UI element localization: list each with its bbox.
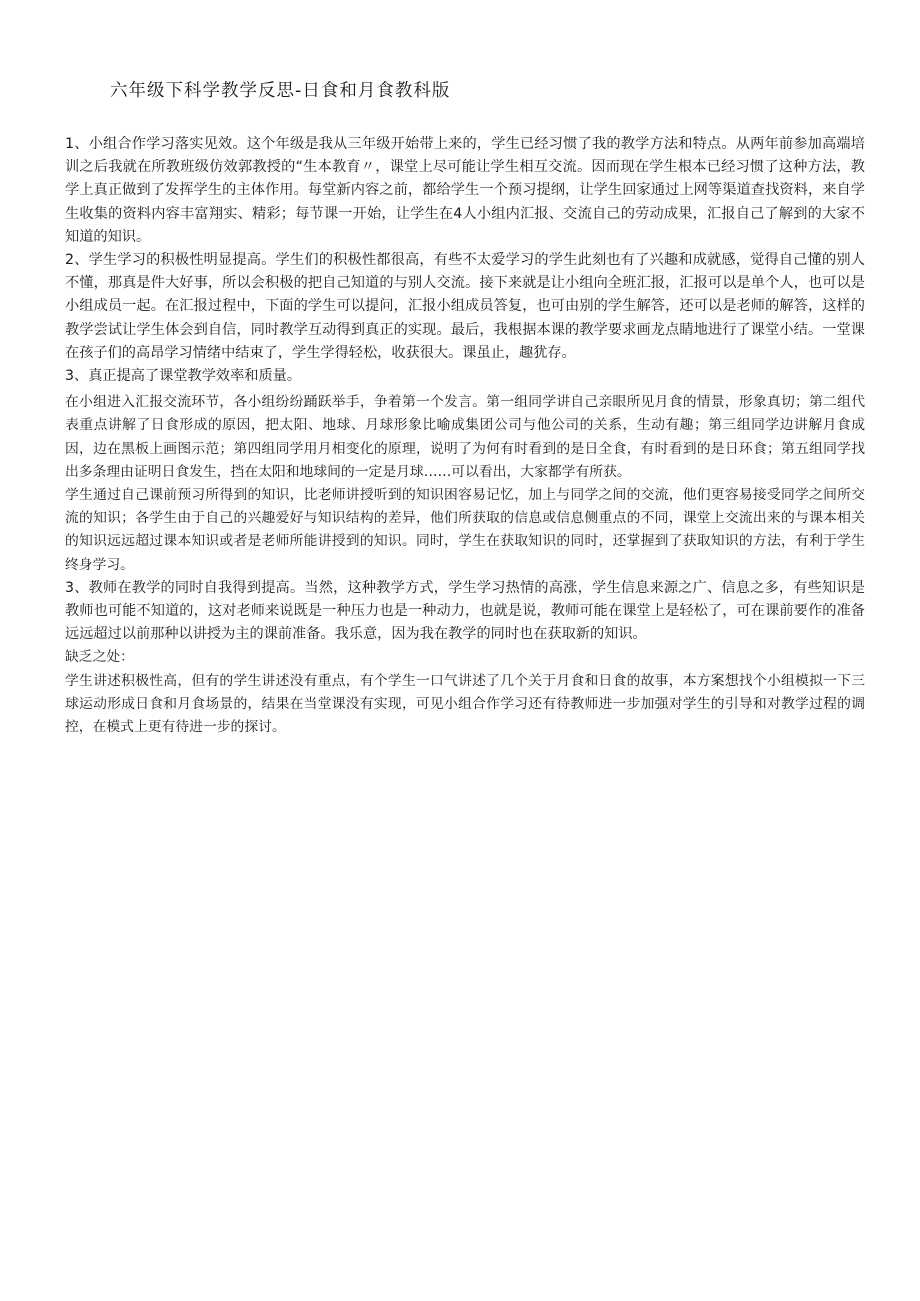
paragraph-5: 学生通过自己课前预习所得到的知识，比老师讲授听到的知识困容易记忆，加上与同学之间的交流，他们更容易接受同学之间所交流的知识；各学生由于自己的兴趣爱好与知识结构的差异，他们所获取的信息或信息侧重点的不同，课堂上交流出来的与课本相关的知识远远超过课本知识或者是老师所能讲授到的知识。同时，学生在获取知识的同时，还掌握到了获取知识的方法，有利于学生终身学习。 xyxy=(65,487,865,573)
paragraph-7-heading: 缺乏之处： xyxy=(65,649,134,666)
paragraph-8: 学生讲述积极性高，但有的学生讲述没有重点，有个学生一口气讲述了几个关于月食和日食的故事，本方案想找个小组模拟一下三球运动形成日食和月食场景的，结果在当堂课没有实现，可见小组合作学习还有待教师进一步加强对学生的引导和对教学过程的调控，在模式上更有待进一步的探讨。 xyxy=(65,672,865,736)
document-body xyxy=(65,133,865,739)
document-title: 六年级下科学教学反思-日食和月食教科版 xyxy=(110,81,451,101)
paragraph-1: 1、小组合作学习落实见效。这个年级是我从三年级开始带上来的，学生已经习惯了我的教学方法和特点。从两年前参加高端培训之后我就在所教班级仿效郭教授的“生本教育〃，课堂上尽可能让学生相互交流。因而现在学生根本已经习惯了这种方法，教学上真正做到了发挥学生的主体作用。每堂新内容之前，都给学生一个预习提纲，让学生回家通过上网等渠道查找资料，来自学生收集的资料内容丰富翔实、精彩；每节课一开始，让学生在4人小组内汇报、交流自己的劳动成果，汇报自己了解到的大家不知道的知识。 xyxy=(65,136,865,245)
paragraph-3-heading: 3、真正提高了课堂教学效率和质量。 xyxy=(65,368,302,385)
paragraph-2: 2、学生学习的积极性明显提高。学生们的积极性都很高，有些不太爱学习的学生此刻也有了兴趣和成就感，觉得自己懂的别人不懂，那真是件大好事，所以会积极的把自己知道的与别人交流。接下来就是让小组向全班汇报，汇报可以是单个人，也可以是小组成员一起。在汇报过程中，下面的学生可以提问，汇报小组成员答复，也可由别的学生解答，还可以是老师的解答，这样的教学尝试让学生体会到自信，同时教学互动得到真正的实现。最后，我根据本课的教学要求画龙点睛地进行了课堂小结。一堂课在孩子们的高昂学习情绪中结束了，学生学得轻松，收获很大。课虽止，趣犹存。 xyxy=(65,252,865,361)
paragraph-4: 在小组进入汇报交流环节，各小组纷纷踊跃举手，争着第一个发言。第一组同学讲自己亲眼所见月食的情景，形象真切；第二组代表重点讲解了日食形成的原因，把太阳、地球、月球形象比喻成集团公司与他公司的关系，生动有趣；第三组同学边讲解月食成因，边在黑板上画图示范；第四组同学用月相变化的原理，说明了为何有时看到的是日全食，有时看到的是日环食；第五组同学找出多条理由证明日食发生，挡在太阳和地球间的一定是月球……可以看出，大家都学有所获。 xyxy=(65,394,865,480)
paragraph-6: 3、教师在教学的同时自我得到提高。当然，这种教学方式，学生学习热情的高涨，学生信息来源之广、信息之多，有些知识是教师也可能不知道的，这对老师来说既是一种压力也是一种动力，也就是说，教师可能在课堂上是轻松了，可在课前要作的准备远远超过以前那种以讲授为主的课前准备。我乐意，因为我在教学的同时也在获取新的知识。 xyxy=(65,579,865,643)
